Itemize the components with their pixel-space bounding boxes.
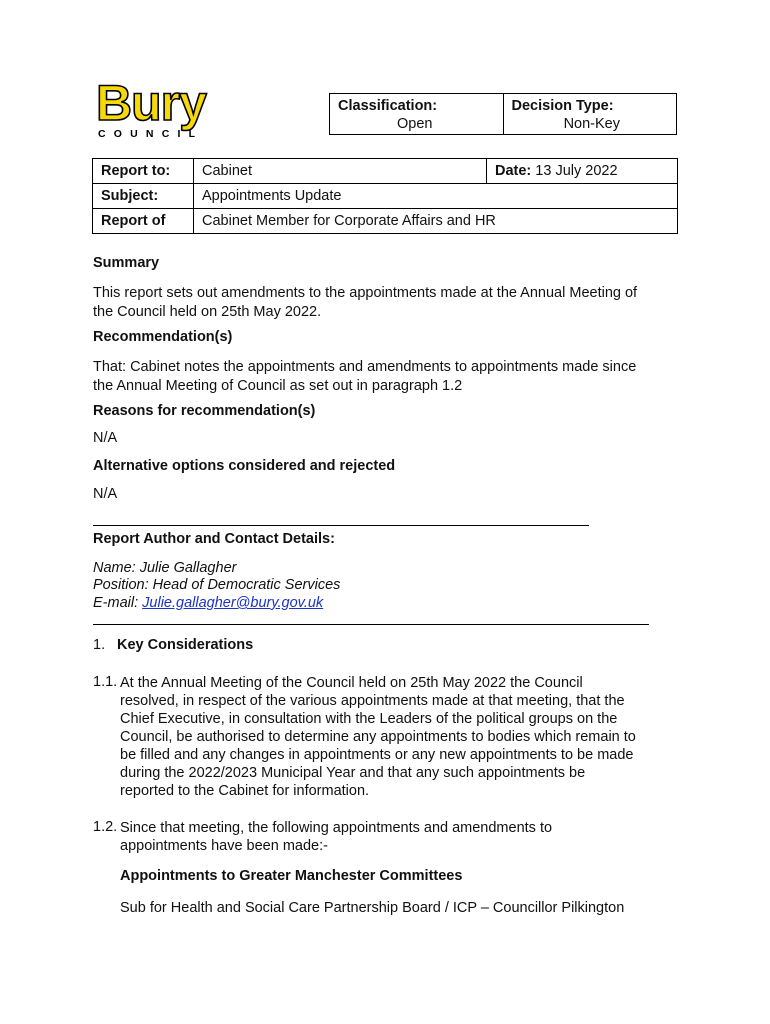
report-to-value: Cabinet (194, 159, 487, 184)
section-1-heading: Key Considerations (117, 637, 254, 653)
gm-committee-item: Sub for Health and Social Care Partnership Board / ICP – Councillor Pilkington (120, 900, 625, 916)
para-1-2-line-1: Since that meeting, the following appointments and amendments to (120, 820, 553, 836)
author-heading: Report Author and Contact Details: (93, 531, 335, 547)
reasons-text: N/A (93, 430, 118, 446)
author-email-line (93, 594, 323, 613)
classification-label: Classification: (338, 98, 438, 114)
para-1-2-number: 1.2. (93, 819, 118, 835)
report-details-table (92, 158, 678, 234)
report-to-label: Report to: (93, 159, 194, 184)
recommendations-text-line-2: the Annual Meeting of Council as set out in paragraph 1.2 (93, 378, 463, 394)
date-label: Date: (495, 163, 532, 179)
para-1-1-line-1: At the Annual Meeting of the Council held on 25th May 2022 the Council (120, 675, 583, 691)
report-to-row (93, 159, 678, 184)
author-email-label: E-mail: (93, 595, 143, 611)
author-name: Name: Julie Gallagher (93, 560, 237, 576)
para-1-1-number: 1.1. (93, 674, 118, 690)
alternatives-text: N/A (93, 486, 118, 502)
summary-text-line-1: This report sets out amendments to the appointments made at the Annual Meeting of (93, 285, 638, 301)
date-cell (487, 159, 678, 184)
decision-type-label: Decision Type: (511, 98, 614, 114)
classification-cell (330, 94, 503, 134)
summary-heading: Summary (93, 255, 160, 271)
para-1-1-line-5: be filled and any changes in appointments or any new appointments to be made (120, 747, 634, 763)
divider-top (93, 525, 589, 526)
report-of-label: Report of (93, 209, 194, 234)
para-1-1-line-3: Chief Executive, in consultation with the Leaders of the political groups on the (120, 711, 618, 727)
subject-row (93, 184, 678, 209)
author-email-link[interactable]: Julie.gallagher@bury.gov.uk (142, 595, 324, 611)
logo-wordmark: Bury (96, 75, 206, 131)
summary-text-line-2: the Council held on 25th May 2022. (93, 304, 322, 320)
divider-bottom (93, 624, 649, 625)
para-1-1-line-7: reported to the Cabinet for information. (120, 783, 370, 799)
para-1-1-line-6: during the 2022/2023 Municipal Year and that any such appointments be (120, 765, 586, 781)
recommendations-heading: Recommendation(s) (93, 329, 233, 345)
reasons-heading: Reasons for recommendation(s) (93, 403, 316, 419)
decision-type-value: Non-Key (563, 116, 620, 132)
section-1-number: 1. (93, 637, 106, 653)
author-position: Position: Head of Democratic Services (93, 577, 341, 593)
para-1-1-line-2: resolved, in respect of the various appointments made at that meeting, that the (120, 693, 625, 709)
classification-table (329, 93, 677, 135)
report-of-row (93, 209, 678, 234)
para-1-1-line-4: Council, be authorised to determine any appointments to bodies which remain to (120, 729, 636, 745)
decision-type-cell (503, 94, 677, 134)
gm-committees-heading: Appointments to Greater Manchester Committees (120, 868, 463, 884)
alternatives-heading: Alternative options considered and rejected (93, 458, 396, 474)
subject-value: Appointments Update (194, 184, 678, 209)
para-1-2-line-2: appointments have been made:- (120, 838, 328, 854)
report-of-value: Cabinet Member for Corporate Affairs and HR (194, 209, 678, 234)
classification-value: Open (397, 116, 433, 132)
recommendations-text-line-1: That: Cabinet notes the appointments and amendments to appointments made since (93, 359, 637, 375)
date-value: 13 July 2022 (531, 163, 618, 179)
subject-label: Subject: (93, 184, 194, 209)
bury-council-logo (96, 75, 222, 144)
logo-council-text: COUNCIL (98, 128, 204, 140)
